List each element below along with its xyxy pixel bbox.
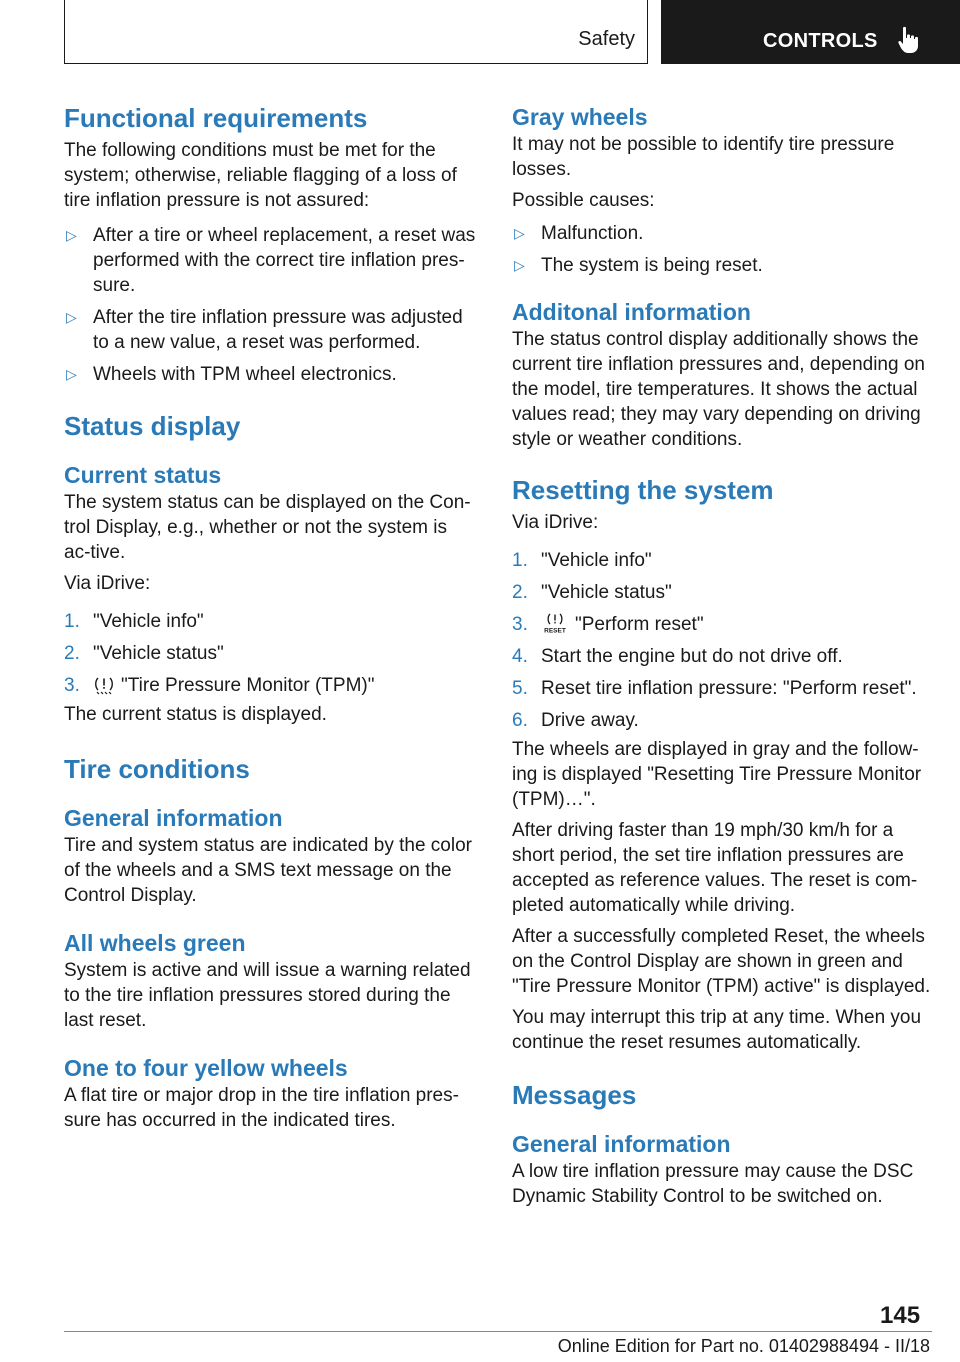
left-column xyxy=(64,102,478,1133)
gray-wheels-text: It may not be possible to identify tire pressure losses. xyxy=(512,134,895,180)
step-item: 2. "Vehicle status" xyxy=(64,643,224,664)
section-tab xyxy=(64,0,648,64)
current-status-heading: Current status xyxy=(64,462,222,488)
possible-causes-label: Possible causes: xyxy=(512,190,655,211)
list-item: ▷ After a tire or wheel replacement, a reset was performed with the correct tire inflation pres-sure. xyxy=(66,225,476,296)
via-idrive-label: Via iDrive: xyxy=(64,573,151,594)
step-item: 2. "Vehicle status" xyxy=(512,582,672,603)
step-item: 1. "Vehicle info" xyxy=(512,550,652,571)
tire-reset-icon xyxy=(541,612,569,634)
footer-edition: Online Edition for Part no. 01402988494 - II/18 xyxy=(557,1336,930,1356)
status-steps xyxy=(64,609,478,698)
additional-information-text: The status control display additionally shows the current tire inflation pressures and, depending on the model, tire temperatures. It shows the actual values read; they may vary depending on driving style or weather conditions. xyxy=(512,329,925,450)
reset-paragraph-1: The wheels are displayed in gray and the follow-ing is displayed "Resetting Tire Pressure Monitor (TPM)…". xyxy=(512,739,922,810)
gray-wheels-heading: Gray wheels xyxy=(512,104,648,130)
functional-requirements-heading: Functional requirements xyxy=(64,103,368,133)
page-number: 145 xyxy=(880,1302,921,1329)
messages-heading: Messages xyxy=(512,1080,637,1110)
page-header xyxy=(0,0,960,68)
footer-divider xyxy=(64,1331,932,1332)
tire-conditions-heading: Tire conditions xyxy=(64,754,250,784)
section-label: Safety xyxy=(578,28,635,50)
messages-general-heading: General information xyxy=(512,1131,731,1157)
status-display-heading: Status display xyxy=(64,411,241,441)
step-item: 4. Start the engine but do not drive off. xyxy=(512,646,843,667)
yellow-wheels-text: A flat tire or major drop in the tire inflation pres-sure has occurred in the indicated tires. xyxy=(64,1085,459,1131)
general-information-text: Tire and system status are indicated by the color of the wheels and a SMS text message on the Control Display. xyxy=(64,835,472,906)
triangle-bullet-icon: ▷ xyxy=(66,366,77,382)
resetting-system-heading: Resetting the system xyxy=(512,475,774,505)
step-item: 3. "Tire Pressure Monitor (TPM)" xyxy=(64,675,375,696)
functional-requirements-intro: The following conditions must be met for the system; otherwise, reliable flagging of a loss of tire inflation pressure is not assured: xyxy=(64,140,457,211)
step-item: 5. Reset tire inflation pressure: "Perform reset". xyxy=(512,678,917,699)
list-item: ▷ The system is being reset. xyxy=(514,255,763,276)
svg-text:RESET: RESET xyxy=(544,627,566,634)
triangle-bullet-icon: ▷ xyxy=(66,309,77,325)
status-result: The current status is displayed. xyxy=(64,704,327,725)
all-wheels-green-heading: All wheels green xyxy=(64,930,246,956)
yellow-wheels-heading: One to four yellow wheels xyxy=(64,1055,348,1081)
list-item: ▷ Wheels with TPM wheel electronics. xyxy=(66,364,397,385)
triangle-bullet-icon: ▷ xyxy=(514,225,525,241)
triangle-bullet-icon: ▷ xyxy=(66,227,77,243)
reset-paragraph-4: You may interrupt this trip at any time. When you continue the reset resumes automatically. xyxy=(512,1007,922,1053)
tire-pressure-icon xyxy=(93,675,115,695)
reset-paragraph-2: After driving faster than 19 mph/30 km/h for a short period, the set tire inflation pressures are accepted as reference values. The reset is com-pleted automatically while driving. xyxy=(512,820,918,916)
list-item: ▷ After the tire inflation pressure was adjusted to a new value, a reset was performed. xyxy=(66,307,463,353)
triangle-bullet-icon: ▷ xyxy=(514,257,525,273)
step-item: 6. Drive away. xyxy=(512,710,639,731)
chapter-label: CONTROLS xyxy=(763,30,878,52)
all-wheels-green-text: System is active and will issue a warning related to the tire inflation pressures stored during the last reset. xyxy=(64,960,471,1031)
requirements-list xyxy=(64,223,478,387)
chapter-tab xyxy=(661,0,960,64)
general-information-heading: General information xyxy=(64,805,283,831)
additional-information-heading: Additonal information xyxy=(512,299,751,325)
reset-paragraph-3: After a successfully completed Reset, the wheels on the Control Display are shown in green and "Tire Pressure Monitor (TPM) active" is displayed. xyxy=(512,926,931,997)
right-column xyxy=(512,102,932,1209)
current-status-text: The system status can be displayed on the Con-trol Display, e.g., whether or not the system is ac-tive. xyxy=(64,492,471,563)
messages-general-text: A low tire inflation pressure may cause the DSC Dynamic Stability Control to be switched on. xyxy=(512,1161,914,1207)
via-idrive-label: Via iDrive: xyxy=(512,512,599,533)
step-item: 3. RESET "Perform reset" xyxy=(512,614,704,635)
list-item: ▷ Malfunction. xyxy=(514,223,644,244)
causes-list xyxy=(512,221,932,278)
step-item: 1. "Vehicle info" xyxy=(64,611,204,632)
reset-steps xyxy=(512,548,932,733)
pointing-hand-icon xyxy=(898,26,920,54)
